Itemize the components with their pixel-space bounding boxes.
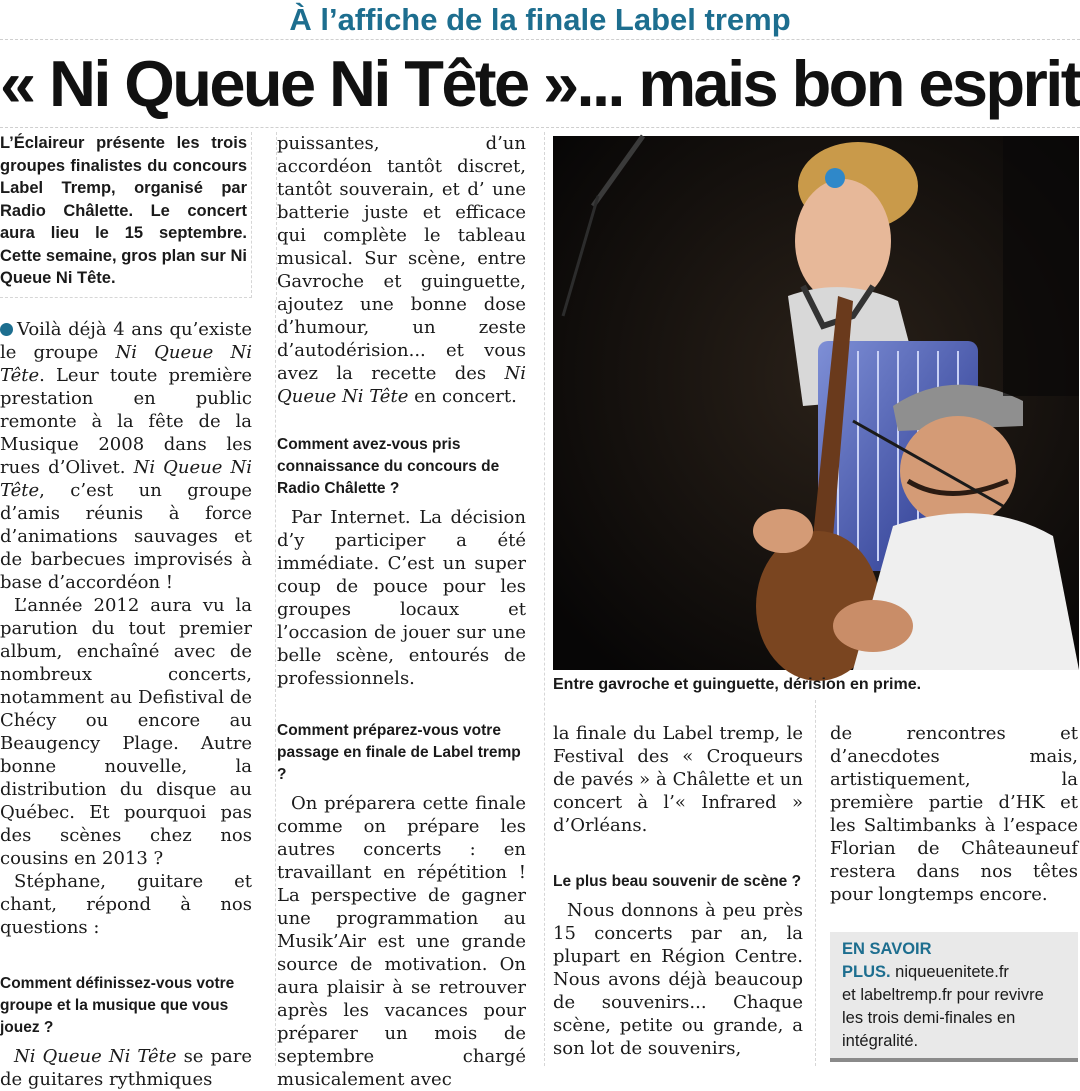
paragraph: Stéphane, guitare et chant, répond à nos questions :	[0, 871, 252, 938]
article-column-2: puissantes, d’un accordéon tantôt discret, tantôt souverain, et d’ une batterie juste et efficace qui complète le tableau musical. Sur scène, entre Gavroche et guinguette, ajoutez une bonne dose d’humour, un zeste d’autodérision... et vous avez la recette des Ni Queue Ni Tête en concert. Comment avez-vous pris connaissance du concours de Radio Châlette ? Par Internet. La décision d’y participer a été immédiate. C’est un super coup de pouce pour les groupes locaux et l’occasion de jouer sur une belle scène, entourés de professionnels. Comment préparez-vous votre passage en finale de Label tremp ? On préparera cette finale comme on prépare les autres concerts : en travaillant en répétition ! La perspective de gagner une programmation au Musik’Air est une grande source de motivation. On aura plaisir à se retrouver après les vacances pour préparer un mois de septembre chargé musicalement avec	[277, 133, 526, 1090]
paragraph: la finale du Label tremp, le Festival des « Croqueurs de pavés » à Châlette et un concert à l’« Infrared » d’Orléans.	[553, 723, 803, 836]
article-headline: « Ni Queue Ni Tête »... mais bon esprit	[0, 40, 1080, 128]
concert-photo	[553, 136, 1079, 670]
article-column-1: Voilà déjà 4 ans qu’existe le groupe Ni Queue Ni Tête. Leur toute première prestation en public remonte à la fête de la Musique 2008 dans les rues d’Olivet. Ni Queue Ni Tête, c’est un groupe d’amis réunis à force d’animations sauvages et de barbecues improvisés à base d’accordéon ! L’année 2012 aura vu la parution du tout premier album, enchaîné avec de nombreux concerts, notamment au Defistival de Chécy ou encore au Beaugency Plage. Autre bonne nouvelle, la distribution du disque au Québec. Et pourquoi pas des scènes chez nos cousins en 2013 ? Stéphane, guitare et chant, répond à nos questions : Comment définissez-vous votre groupe et la musique que vous jouez ? Ni Queue Ni Tête se pare de guitares rythmiques	[0, 319, 253, 1090]
interview-question: Comment avez-vous pris connaissance du concours de Radio Châlette ?	[277, 436, 500, 497]
article-lead-paragraph: L’Éclaireur présente les trois groupes finalistes du concours Label Tremp, organisé par Radio Châlette. Le concert aura lieu le 15 septembre. Cette semaine, gros plan sur Ni Queue Ni Tête.	[0, 132, 252, 298]
article-column-3	[553, 722, 803, 1066]
interview-question: Le plus beau souvenir de scène ?	[553, 873, 802, 890]
paragraph: Par Internet. La décision d’y participer a été immédiate. C’est un super coup de pouce pour les groupes locaux et l’occasion de jouer sur une belle scène, entourés de professionnels.	[277, 507, 526, 689]
article-column-4	[830, 722, 1078, 922]
column-divider	[815, 700, 816, 1066]
info-box-heading: EN SAVOIR	[842, 940, 932, 958]
paragraph: On préparera cette finale comme on prépare les autres concerts : en travaillant en répétition ! La perspective de gagner une programmation au Musik’Air est une grande source de motivation. On aura plaisir à se retrouver après les vacances pour préparer un mois de septembre chargé musicalement avec	[277, 793, 526, 1090]
paragraph: L’année 2012 aura vu la parution du tout premier album, enchaîné avec de nombreux concerts, notamment au Defistival de Chécy ou encore au Beaugency Plage. Autre bonne nouvelle, la distribution du disque au Québec. Et pourquoi pas des scènes chez nos cousins en 2013 ?	[0, 595, 252, 869]
paragraph: Nous donnons à peu près 15 concerts par an, la plupart en Région Centre. Nous avons déjà beaucoup de souvenirs... Chaque scène, petite ou grande, a son lot de souvenirs,	[553, 900, 803, 1059]
info-box-en-savoir-plus: EN SAVOIR PLUS. niqueuenitete.fr et labeltremp.fr pour revivre les trois demi-finales en intégralité.	[830, 932, 1078, 1062]
info-box-text: et labeltremp.fr pour revivre les trois demi-finales en intégralité.	[842, 986, 1044, 1050]
column-divider	[544, 132, 545, 1066]
photo-caption: Entre gavroche et guinguette, dérision en prime.	[553, 676, 922, 693]
interview-question: Comment définissez-vous votre groupe et la musique que vous jouez ?	[0, 975, 235, 1036]
paragraph: de rencontres et d’anecdotes mais, artistiquement, la première partie d’HK et les Saltimbanks à l’espace Florian de Châteauneuf restera dans nos têtes pour longtemps encore.	[830, 723, 1078, 905]
info-box-link-niqueuenitete[interactable]: niqueuenitete.fr	[890, 963, 1009, 981]
article-kicker: À l’affiche de la finale Label tremp	[0, 0, 1080, 40]
blue-dot-icon	[0, 323, 13, 336]
column-divider	[275, 300, 276, 1066]
interview-question: Comment préparez-vous votre passage en finale de Label tremp ?	[277, 722, 521, 783]
